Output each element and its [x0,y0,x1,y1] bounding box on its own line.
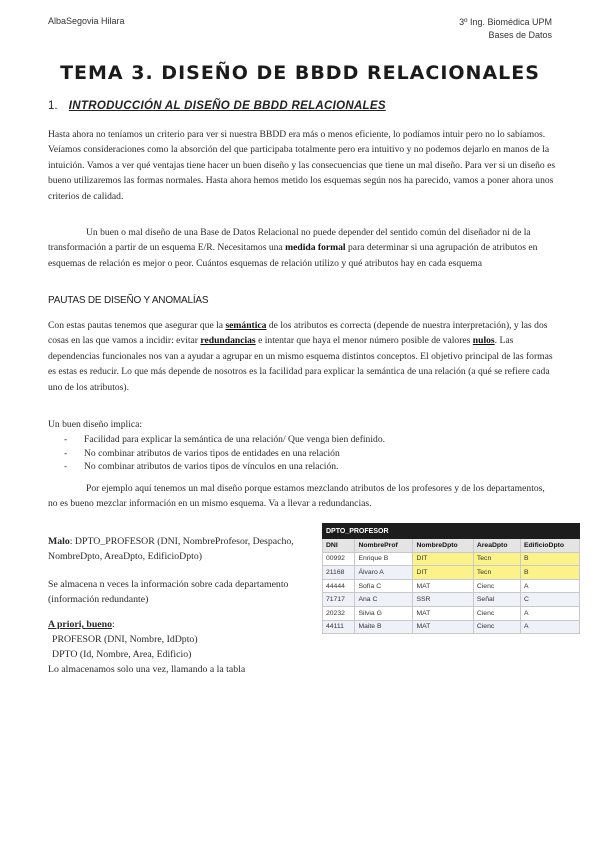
header-course: 3º Ing. Biomédica UPM [459,17,552,27]
table-cell: B [521,566,580,580]
list-item: - Facilidad para explicar la semántica de una relación/ Que venga bien definido. [64,433,385,447]
table-cell: Tecn [473,566,520,580]
table-cell: Cienc [473,606,520,620]
table-cell: 71717 [323,593,355,607]
list-item: - No combinar atributos de varios tipos de entidades en una relación [64,447,385,461]
pautas-bold-redundancias: redundancias [200,335,256,347]
section-title: INTRODUCCIÓN AL DISEÑO DE BBDD RELACIONALES [68,100,386,112]
page-title: TEMA 3. DISEÑO DE BBDD RELACIONALES [60,62,540,84]
table-row [323,593,580,607]
bueno-heading [48,617,318,632]
malo-schema [48,534,318,564]
pautas-text-c: de los atributos es correcta (depende de nuestra interpretación), y las dos cosas en las que vamos a incidir: evitar [48,320,548,347]
header-author: AlbaSegovia Hilara [48,16,125,26]
pautas-bold-semantica: semántica [225,320,267,331]
table-cell: Silvia G [355,606,413,620]
intro-paragraph-2 [48,225,556,271]
table-cell: Sofía C [355,579,413,593]
column-header: DNI [323,539,355,553]
table-cell: Maite B [355,620,413,634]
table-cell: Ana C [355,593,413,607]
malo-note: Se almacena n veces la información sobre cada departamento (información redundante) [48,579,289,605]
table-row [323,552,580,566]
column-header: NombreProf [355,539,413,553]
column-header: EdificioDpto [521,539,580,553]
table-header-row [323,539,580,553]
intro-p2-bold: medida formal [285,242,346,254]
bueno-label: A priori, bueno [48,619,112,630]
buen-diseno-list [64,433,385,474]
header-subject: Bases de Datos [488,30,552,40]
section-heading [48,100,386,112]
table-row [323,579,580,593]
intro-p2-text-b: para determinar si una agrupación de atributos en esquemas de relación es mejor o peor. Cuántos esquemas de relación utilizo y qué atributos hay en cada esquema [48,242,538,269]
section-number: 1. [48,100,58,112]
table-cell: 21168 [323,566,355,580]
table-cell: MAT [413,620,473,634]
pautas-bold-nulos: nulos [472,335,495,347]
table-cell: Cienc [473,579,520,593]
table-cell: 00992 [323,552,355,566]
ejemplo-paragraph: Por ejemplo aquí tenemos un mal diseño porque estamos mezclando atributos de los profesores y de los departamentos, no es bueno mezclar información en un mismo esquema. Va a llevar a redundancias. [48,483,545,510]
table-cell: C [521,593,580,607]
column-header: AreaDpto [473,539,520,553]
bueno-line-2: DPTO (Id, Nombre, Area, Edificio) [52,649,192,660]
table-cell: 20232 [323,606,355,620]
malo-text: : DPTO_PROFESOR (DNI, NombreProfesor, Despacho, NombreDpto, AreaDpto, EdificioDpto) [48,536,294,562]
table-cell: A [521,620,580,634]
table-cell: A [521,606,580,620]
table-cell: Álvaro A [355,566,413,580]
pautas-text-e: . Las dependencias funcionales nos van a ayudar a agrupar en un mismo esquema distintos conceptos. El objetivo principal de las formas es estas es reducir. Lo que más depende de nosotros es la facilidad para explicar la semántica de una relación (a qué se refiere cada uno de los atributos). [48,335,553,393]
table-cell: Tecn [473,552,520,566]
bueno-block [48,617,318,677]
table-cell: Señal [473,593,520,607]
buen-diseno-intro: Un buen diseño implica: [48,419,143,430]
table-cell: Cienc [473,620,520,634]
malo-label: Malo [48,536,70,547]
table-cell: DIT [413,566,473,580]
intro-p2-text-a: Un buen o mal diseño de una Base de Datos Relacional no puede depender del sentido común del diseñador ni de la transformación a partir de un esquema E/R. Necesitamos una [48,227,531,254]
table-cell: B [521,552,580,566]
list-item: - No combinar atributos de varios tipos de vínculos en una relación. [64,460,385,474]
table-cell: MAT [413,606,473,620]
pautas-text-d: e intentar que haya el menor número posible de valores [255,335,473,347]
table-name: DPTO_PROFESOR [323,524,580,539]
bueno-line-3: Lo almacenamos solo una vez, llamando a la tabla [48,664,246,675]
bueno-colon: : [111,619,115,630]
dpto-profesor-table [322,523,580,634]
table-cell: MAT [413,579,473,593]
table-row [323,566,580,580]
pautas-text-a: Con estas pautas tenemos que asegurar que la [48,320,226,331]
table-row [323,606,580,620]
table-row [323,620,580,634]
pautas-paragraph [48,318,556,395]
header-course-info [459,16,552,42]
table-cell: DIT [413,552,473,566]
bueno-line-1: PROFESOR (DNI, Nombre, IdDpto) [52,634,198,645]
table-cell: Enrique B [355,552,413,566]
intro-paragraph-1: Hasta ahora no teníamos un criterio para ver si nuestra BBDD era más o menos eficiente, lo podíamos intuir pero no lo sabíamos. Veíamos consideraciones como la absorción del que participaba totalmente pero era intuitivo y no podemos dejarlo en manos de la intuición. Vamos a ver qué ventajas tiene hacer un buen diseño y las consecuencias que tiene un mal diseño. Para ver si un diseño es bueno utilizaremos las formas normales. Hasta ahora hemos metido los esquemas según nos ha parecido, vamos a poner ahora unos criterios de calidad. [48,129,556,202]
table-cell: 44111 [323,620,355,634]
table-cell: SSR [413,593,473,607]
subsection-heading: PAUTAS DE DISEÑO Y ANOMALÍAS [48,295,209,306]
table-cell: 44444 [323,579,355,593]
table-cell: A [521,579,580,593]
column-header: NombreDpto [413,539,473,553]
